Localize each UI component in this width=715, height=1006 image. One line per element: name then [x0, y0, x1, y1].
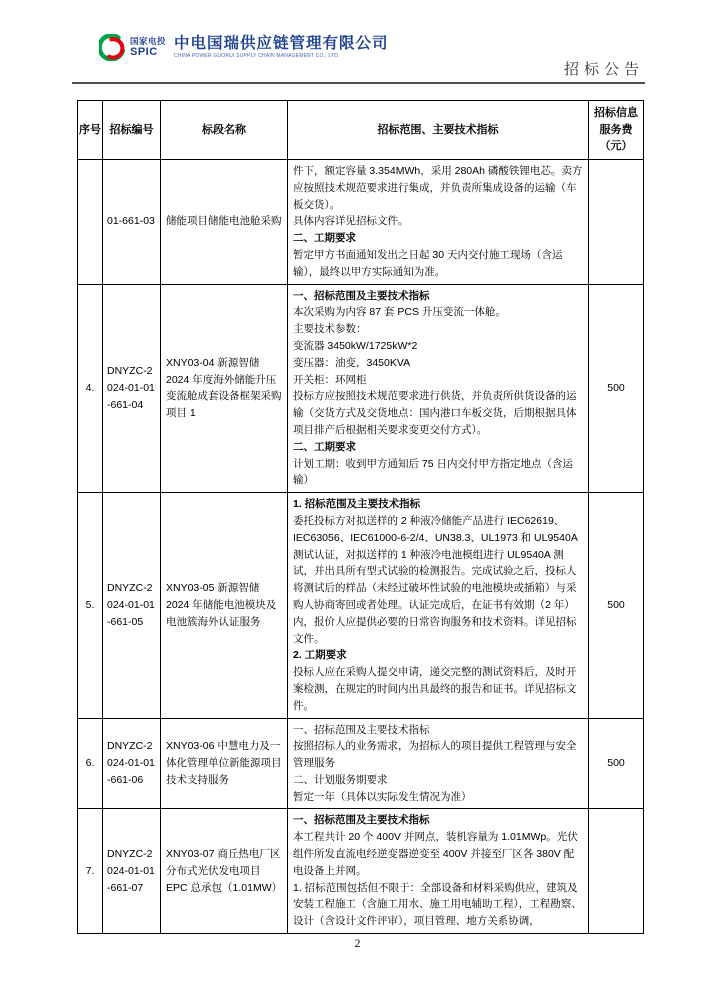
- scope-line: 本次采购为内容 87 套 PCS 升压变流一体舱。: [293, 306, 506, 319]
- scope-line: 一、招标范围及主要技术指标: [293, 814, 430, 827]
- page-number: 2: [354, 936, 361, 950]
- table-row: [78, 493, 644, 718]
- scope-line: 投标人应在采购人提交申请，递交完整的测试资料后，及时开案检测，在规定的时间内出具最终的报告和证书。详见招标文件。: [293, 666, 577, 712]
- company-block: [174, 36, 389, 59]
- column-header-2: 标段名称: [161, 101, 288, 160]
- scope-line: 本工程共计 20 个 400V 并网点，装机容量为 1.01MWp。光伏组件所发直流电经逆变器逆变至 400V 并接至厂区各 380V 配电设备上并网。: [293, 831, 578, 877]
- doc-type-label: 招标公告: [563, 61, 644, 78]
- scope-line: 暂定一年（具体以实际发生情况为准）: [293, 790, 472, 803]
- tender-no-cell: DNYZC-2024-01-01-661-06: [103, 718, 161, 809]
- scope-line: 件下，额定容量 3.354MWh，采用 280Ah 磷酸铁锂电芯。卖方应按照技术规范要求进行集成，并负责所集成设备的运输（车板交货）。: [293, 165, 583, 211]
- table-row: [78, 160, 644, 285]
- scope-line: 1. 招标范围及主要技术指标: [293, 498, 421, 511]
- scope-line: 二、计划服务期要求: [293, 773, 388, 786]
- letterhead: [99, 34, 389, 61]
- logo-org-cn: 国家电投: [130, 36, 167, 47]
- seq-cell: 5.: [78, 493, 103, 718]
- fee-cell: 500: [589, 718, 644, 809]
- scope-line: 二、工期要求: [293, 440, 356, 453]
- table-body: [78, 160, 644, 934]
- column-header-1: 招标编号: [103, 101, 161, 160]
- scope-line: 投标方应按照技术规范要求进行供货，并负责所供货设备的运输（交货方式及交货地点：国内港口车板交货，后期根据具体项目排产后根据相关要求变更交付方式）。: [293, 390, 577, 436]
- tender-no-cell: 01-661-03: [103, 160, 161, 285]
- scope-line: 变流器 3450kW/1725kW*2: [293, 339, 418, 352]
- spic-logo-icon: [99, 34, 126, 61]
- header-divider: [72, 82, 645, 84]
- section-name-cell: XNY03-04 新源智储 2024 年度海外储能升压变流舱成套设备框架采购项目 1: [161, 284, 288, 493]
- scope-line: 一、招标范围及主要技术指标: [293, 723, 430, 736]
- scope-line: 变压器：油变，3450KVA: [293, 356, 411, 369]
- company-name-cn: 中电国瑞供应链管理有限公司: [174, 35, 389, 53]
- section-name-cell: 储能项目储能电池舱采购: [161, 160, 288, 285]
- table-header: [78, 101, 644, 160]
- company-name-en: CHINA POWER GUORUI SUPPLY CHAIN MANAGEMENT CO., LTD.: [174, 52, 340, 59]
- scope-line: 计划工期：收到甲方通知后 75 日内交付甲方指定地点（含运输）: [293, 457, 574, 487]
- scope-line: 开关柜：环网柜: [293, 373, 367, 386]
- tender-no-cell: DNYZC-2024-01-01-661-07: [103, 809, 161, 934]
- scope-line: 委托投标方对拟送样的 2 种液冷储能产品进行 IEC62619、IEC63056、IEC61000-6-2/4、UN38.3、UL1973 和 UL9540A 测试认证，对拟送样的 1 种液冷电池模组进行 UL9540A 测试，并出具所有型式试验的检测报告。完成试验之后，投标人将测试后的样品（未经过破坏性试验的电池模块或插箱）与采购人协商寄回或者处理。认证完成后，在证书有效期（2 年）内，报价人应提供必要的日常咨询服务和技术资料。详见招标文件。: [293, 514, 578, 645]
- scope-cell: [288, 284, 589, 493]
- scope-line: 一、招标范围及主要技术指标: [293, 289, 430, 302]
- section-name-cell: XNY03-07 商丘热电厂区分布式光伏发电项目 EPC 总承包（1.01MW）: [161, 809, 288, 934]
- scope-cell: [288, 809, 589, 934]
- scope-line: 暂定甲方书面通知发出之日起 30 天内交付施工现场（含运输），最终以甲方实际通知为准。: [293, 248, 563, 278]
- seq-cell: 6.: [78, 718, 103, 809]
- scope-line: 1. 招标范围包括但不限于：全部设备和材料采购供应，建筑及安装工程施工（含施工用水、施工用电辅助工程），工程勘察、设计（含设计文件评审），项目管理、地方关系协调，: [293, 881, 582, 928]
- section-name-cell: XNY03-05 新源智储 2024 年储能电池模块及电池簇海外认证服务: [161, 493, 288, 718]
- scope-cell: [288, 160, 589, 285]
- scope-line: 具体内容详见招标文件。: [293, 215, 409, 228]
- logo-wordmark: [130, 37, 166, 58]
- table-row: [78, 718, 644, 809]
- seq-cell: 7.: [78, 809, 103, 934]
- scope-cell: [288, 493, 589, 718]
- section-name-cell: XNY03-06 中慧电力及一体化管理单位新能源项目技术支持服务: [161, 718, 288, 809]
- fee-cell: 500: [589, 493, 644, 718]
- fee-cell: [589, 160, 644, 285]
- column-header-4: 招标信息服务费（元）: [589, 101, 644, 160]
- tender-no-cell: DNYZC-2024-01-01-661-04: [103, 284, 161, 493]
- tender-table-container: [77, 100, 644, 934]
- fee-cell: [589, 809, 644, 934]
- tender-table: [77, 100, 644, 934]
- scope-cell: [288, 718, 589, 809]
- column-header-3: 招标范围、主要技术指标: [288, 101, 589, 160]
- table-header-row: [78, 101, 644, 160]
- seq-cell: [78, 160, 103, 285]
- scope-line: 二、工期要求: [293, 232, 356, 245]
- scope-line: 主要技术参数：: [293, 323, 367, 336]
- scope-line: 2. 工期要求: [293, 649, 347, 662]
- table-row: [78, 809, 644, 934]
- column-header-0: 序号: [78, 101, 103, 160]
- table-row: [78, 284, 644, 493]
- fee-cell: 500: [589, 284, 644, 493]
- scope-line: 按照招标人的业务需求，为招标人的项目提供工程管理与安全管理服务: [293, 740, 577, 770]
- logo-org-en: SPIC: [130, 45, 158, 58]
- tender-no-cell: DNYZC-2024-01-01-661-05: [103, 493, 161, 718]
- seq-cell: 4.: [78, 284, 103, 493]
